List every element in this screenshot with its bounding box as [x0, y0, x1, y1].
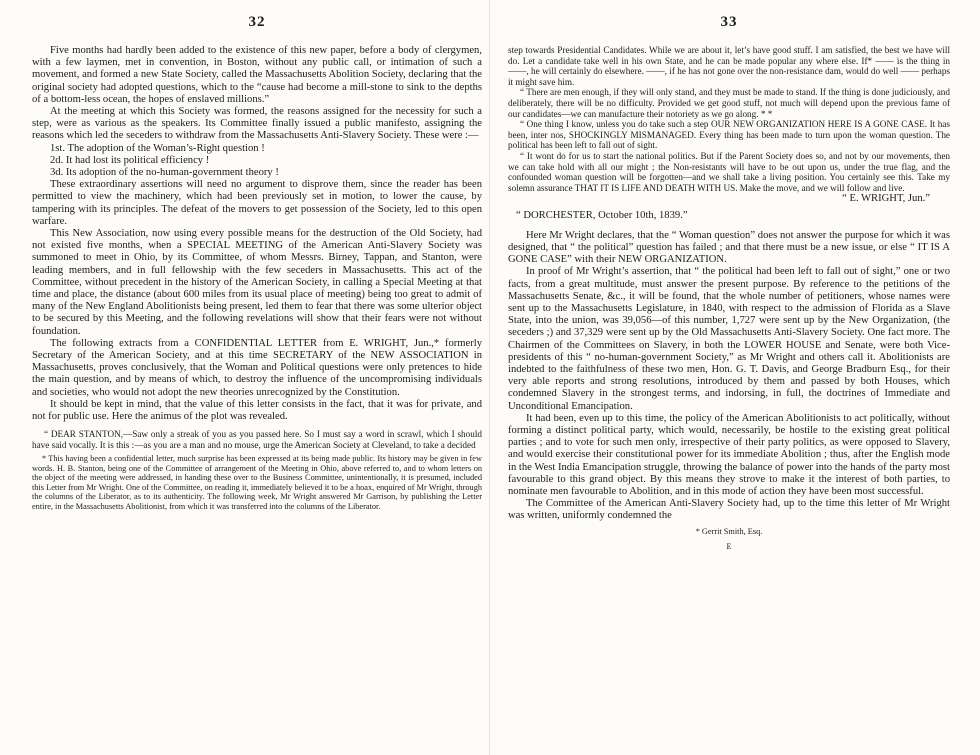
paragraph: The Committee of the American Anti-Slavery Society had, up to the time this letter of Mr Wright was written, uniformly condemned the: [508, 498, 950, 522]
page-number: 33: [720, 14, 738, 30]
paragraph: This New Association, now using every possible means for the destruction of the Old Society, had not existed five months, when a SPECIAL MEETING of the American Anti-Slavery Society was summoned to meet in Ohio, by its Committee, of whom Messrs. Birney, Tappan, and Stanton, were leading members, and in full fellowship with the few seceders in Massachusetts. This act of the Committee, without precedent in the history of the American Society, in calling a Special Meeting at that time and place, the distance (about 600 miles from its usual place of meeting) being too great to admit of many of the New England Abolitionists being present, led them to fear that there was some ulterior object to be secured by this Meeting, and the following revelations will show that their fears were not without foundation.: [32, 228, 482, 337]
letter-continued: [508, 45, 950, 193]
footnote-text: * This having been a confidential letter, much surprise has been expressed at its being made public. Its history may be given in few words. H. B. Stanton, being one of the Committee of arrangement of the Meeting in Ohio, above referred to, and to whom letters on the object of the meeting were addressed, in handing these over to the Business Committee, unintentionally, it is presumed, included this Letter from Mr Wright. One of the Committee, on reading it, immediately believed it to be a hoax, enquired of Mr Wright, through the columns of the Liberator, as to its authenticity. The following week, Mr Wright answered Mr Garrison, by publishing the Letter entire, in the Massachusetts Abolitionist, from which it was transferred into the columns of the Liberator.: [32, 454, 482, 511]
reason-item: 2d. It had lost its political efficiency !: [50, 154, 210, 166]
letter-dateline: “ DORCHESTER, October 10th, 1839.”: [516, 209, 688, 221]
signature-mark: E: [726, 542, 732, 551]
footnote-text: * Gerrit Smith, Esq.: [695, 526, 763, 536]
reason-item: 1st. The adoption of the Woman’s-Right question !: [50, 142, 265, 154]
paragraph: At the meeting at which this Society was formed, the reasons assigned for the necessity for such a step, were as various as the speakers. Its Committee finally issued a public manifesto, assigning the reasons which led the seceders to withdraw from the Massachusetts Anti-Slavery Society. These were :—: [32, 106, 482, 142]
reason-item: 3d. Its adoption of the no-human-government theory !: [50, 167, 279, 179]
letter-excerpt: [32, 429, 482, 450]
left-body: [32, 45, 482, 423]
footnote: [32, 454, 482, 510]
paragraph: In proof of Mr Wright’s assertion, that “ the political had been left to fall out of sight,” one or two facts, from a great multitude, must answer the present purpose. By reference to the petitions of the Massachusetts Senate, &c., it will be found, that the whole number of petitioners, whose names were sent up to the Massachusetts Legislature, in 1840, with respect to the admission of Florida as a Slave State, into the union, was 39,056—of this number, 1,727 were sent up by the New Organization, (the seceders ;) and 37,329 were sent up by the Old Massachusetts Anti-Slavery Society. One fact more. The Chairmen of the Committees on Slavery, in both the LOWER HOUSE and Senate, were both Vice-presidents of this “ no-human-government Society,” as Mr Wright and others call it. Abolitionists are indebted to the faithfulness of these two men, Hon. G. T. Davis, and George Bradburn Esq., for their very able reports and strong resolutions, introduced by them and passed by both Houses, which condemned Slavery in the strongest terms, and indorsing, in full, the doctrines of Immediate and Unconditional Emancipation.: [508, 266, 950, 412]
paragraph: It had been, even up to this time, the policy of the American Abolitionists to act politically, without forming a distinct political party, which would, necessarily, be hostile to the existing great political parties ; and to vote for such men only, irrespective of their party politics, as were opposed to Slavery, and would exercise their constitutional power for its immediate Abolition ; thus, after the English mode in the West India Emancipation struggle, throwing the balance of power into the hands of the party most favourable to this grand object. By this means they strove to make it the interest of both parties, to nominate men favourable to Abolition, and in this mode of action they have been most successful.: [508, 412, 950, 497]
footnote: [508, 527, 950, 536]
paragraph: Here Mr Wright declares, that the “ Woman question” does not answer the purpose for which it was designed, that “ the political” question has failed ; and that there must be a new issue, or else “ IT IS A GONE CASE” with their NEW ORGANIZATION.: [508, 229, 950, 266]
letter-paragraph: “ It wont do for us to start the national politics. But if the Parent Society does so, and not by our movements, then we can take hold with all our might ; the Non-resistants will have to be out upon us, under the true flag, and the confounded woman question will be forgotten—and we shall take a living position. You certainly see this. Take my solemn assurance THAT IT IS LIFE AND DEATH WITH US. Make the move, and we will follow and live.: [508, 150, 950, 193]
letter-paragraph: “ There are men enough, if they will only stand, and they must be made to stand. If the thing is done judiciously, and deliberately, there will be no difficulty. Provided we get good stuff, not much will depend upon the previous fame of our candidates—we can manufacture their notoriety as we go along. * *: [508, 87, 950, 119]
paragraph: It should be kept in mind, that the value of this letter consists in the fact, that it was for private, and not for public use. Here the animus of the plot was revealed.: [32, 398, 482, 423]
paragraph: These extraordinary assertions will need no argument to disprove them, since the reader has been permitted to view the machinery, which had been previously set in motion, to lower the cause, by tampering with its principles. The defeat of the movers to get possession of the Society, led to this open warfare.: [32, 179, 482, 227]
page-number: 32: [248, 14, 266, 30]
letter-paragraph: step towards Presidential Candidates. While we are about it, let’s have good stuff. I am satisfied, the best we have will do. Let a candidate take well in his own State, and he can be made popular any where else. If* —— is the thing in ——, he will certainly do elsewhere. ——, if he has not gone over the non-resistance dam, would do well —— perhaps it might save him.: [508, 45, 950, 87]
letter-paragraph: “ One thing I know, unless you do take such a step OUR NEW ORGANIZATION HERE IS A GONE CASE. It has been, inter nos, SHOCKINGLY MISMANAGED. Every thing has been made to turn upon the woman question. The political has been left to fall out of sight.: [508, 119, 950, 151]
letter-opening: “ DEAR STANTON,—Saw only a streak of you as you passed here. So I must say a word in scrawl, which I should have said vocally. It is this :—as you are a man and no mouse, urge the American Society at Cleveland, to take a decided: [32, 429, 482, 450]
paragraph: The following extracts from a CONFIDENTIAL LETTER from E. WRIGHT, Jun.,* formerly Secretary of the American Society, and at this time SECRETARY of the NEW ASSOCIATION in Massachusetts, proves conclusively, that the Woman and Political questions were only pretences to hide the main question, and by means of which, to destroy the influence of the uncompromising individuals and societies, who would not adopt the new theories unrecognized by the Constitution.: [32, 337, 482, 398]
paragraph: Five months had hardly been added to the existence of this new paper, before a body of clergymen, with a few laymen, met in convention, in Boston, without any public call, or intimation of such a movement, and formed a new State Society, called the Massachusetts Abolition Society, declaring that the original society had adopted questions, which to the “cause had become a mill-stone to sink to the depths of a bottom-less ocean, the hopes of enslaved millions.”: [32, 45, 482, 105]
right-page: [490, 0, 980, 755]
right-body: [508, 230, 950, 523]
letter-signature: “ E. WRIGHT, Jun.”: [842, 193, 930, 205]
